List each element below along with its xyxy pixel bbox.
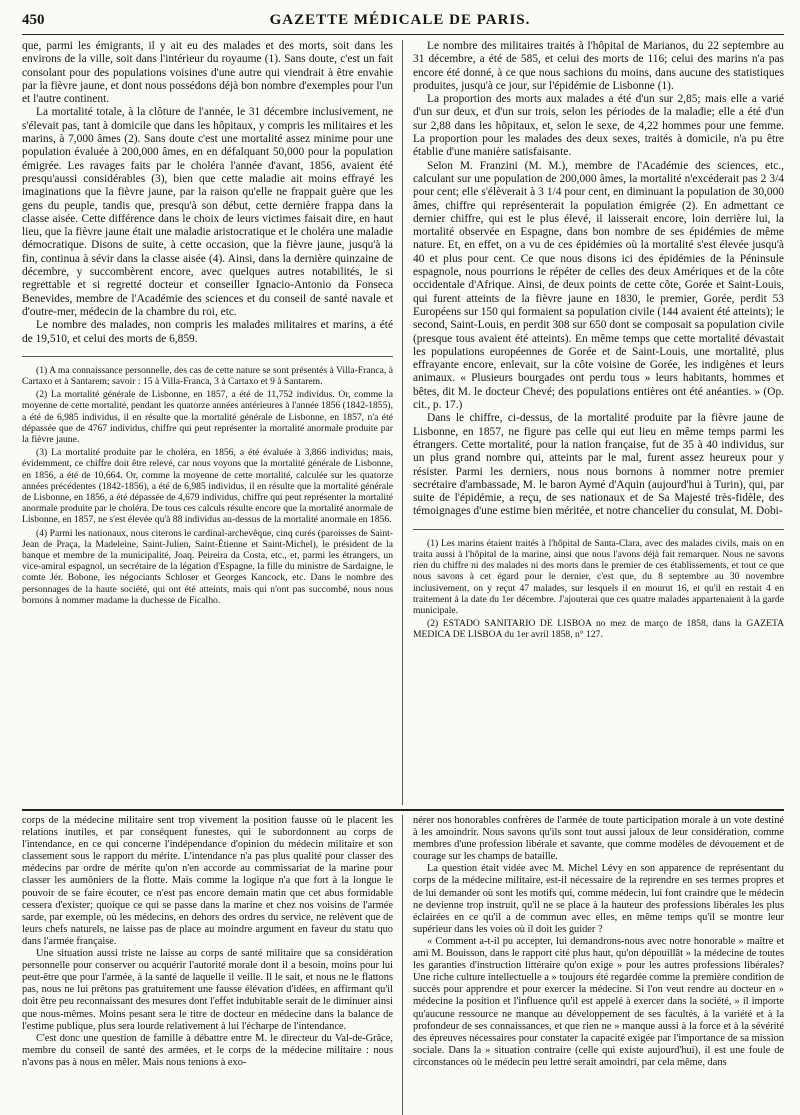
- article-paragraph: nérer nos honorables confrères de l'armée de toute participation morale à un vote destiné à les amoindrir. Nous savons qu'ils sont tout aussi jaloux de leur considération, comme membres d'une profession libérale et savante, que comme modèles de dévouement et de courage sur les champs de bataille.: [413, 815, 784, 863]
- footnotes: [413, 529, 784, 641]
- article-paragraph: Dans le chiffre, ci-dessus, de la mortalité produite par la fièvre jaune de Lisbonne, en 1857, ne figure pas celle qui eut lieu en même temps parmi les étrangers. Cette mortalité, pour la nation française, fut de 35 à 40 individus, sur un plus grand nombre qui, atteints par le mal, furent assez heureux pour y résister. Parmi les derniers, nous nous bornons à nommer notre premier secrétaire d'ambassade, M. le baron Aymé d'Aquin (aujourd'hui à Turin), qui, par suite de l'épidémie, a reçu, de ses nationaux et de Sa Majesté très-fidèle, des témoignages d'une estime bien méritée, et notre chancelier du consulat, M. Dobi-: [413, 412, 784, 518]
- bottom-left-column: [22, 815, 403, 1115]
- upper-article: [22, 40, 784, 805]
- article-paragraph: corps de la médecine militaire sent trop vivement la position fausse où le placent les relations inutiles, et par conséquent funestes, qui le subordonnent au corps de l'intendance, en ce qui concerne l'indépendance d'opinion du médecin militaire et son classement sous le rapport du mérite. L'intendance n'a pas plus qualité pour classer des médecins par ordre de mérite qu'on n'en accorde au commissariat de la marine pour classer les aumôniers de la flotte. Mais comme la logique n'a que fort à la longue le pouvoir de se faire écouter, ce n'est pas encore demain matin que cet abus formidable cessera d'exister; quoique ce qui se passe dans la marine et chez nos voisins de l'armée sarde, par exemple, où les médecins, en dehors des ordres du service, ne relèvent que de leurs chefs naturels, ne laisse pas de place au moindre argument en faveur du statu quo dans l'armée française.: [22, 815, 393, 947]
- left-column: [22, 40, 403, 805]
- article-paragraph: La question était vidée avec M. Michel Lévy en son apparence de représentant du corps de la médecine militaire, est-il nécessaire de la reprendre en ses termes propres et de lui demander où sont les motifs qui, comme médecin, lui font craindre que le médecin ne devienne trop instruit, qu'il ne se place à la hauteur des professions libérales les plus éclairées en ce qu'il a de commun avec elles, en même temps qu'il se montre leur supérieur dans les voies où il doit les guider ?: [413, 863, 784, 935]
- section-divider: [22, 809, 784, 811]
- article-paragraph: « Comment a-t-il pu accepter, lui demandrons-nous avec notre honorable » maître et ami M. Bouisson, dans le rapport cité plus haut, qu'on dépouillât » la médecine de toutes les garanties d'instruction littéraire qu'on exige » pour les autres professions libérales? Une riche culture intellectuelle a » toujours été regardée comme la première condition de succès pour apprendre et pour exercer la médecine. Si l'on veut rendre au docteur en » médecine la position et l'influence qu'il est appelé à exercer dans la société, » il importe qu'aucune ressource ne manque au développement de ses facultés, à la variété et à la profondeur de ses connaissances, et que rien ne » manque aussi à la force et à la sévérité des épreuves nécessaires pour constater la capacité exigée par l'importance de sa mission sociale. Dans la » situation contraire (celle qui existe aujourd'hui), il est une foule de circonstances où le médecin peu lettré serait amoindri, par cela même, dans: [413, 935, 784, 1068]
- article-paragraph: que, parmi les émigrants, il y ait eu des malades et des morts, soit dans les environs de la ville, soit dans l'intérieur du royaume (1). Sans doute, c'est un fait consolant pour des populations voisines d'une autre qui viendrait à être envahie par la fièvre jaune, et dont nous possédons déjà bon nombre d'exemples pour l'un et l'autre continent.: [22, 40, 393, 106]
- footnote: (2) ESTADO SANITARIO DE LISBOA no mez de março de 1858, dans la GAZETA MEDICA DE LISBOA du 1er avril 1858, n° 127.: [413, 618, 784, 641]
- article-paragraph: C'est donc une question de famille à débattre entre M. le directeur du Val-de-Grâce, membre du conseil de santé des armées, et le corps de la médecine militaire : nous n'avons pas à nous en mêler. Mais nous tenions à exo-: [22, 1032, 393, 1068]
- footnotes: [22, 356, 393, 606]
- bottom-right-column: [413, 815, 784, 1115]
- article-paragraph: Le nombre des malades, non compris les malades militaires et marins, a été de 19,510, et celui des morts de 6,859.: [22, 319, 393, 345]
- journal-title: GAZETTE MÉDICALE DE PARIS.: [269, 12, 531, 28]
- page-number: 450: [22, 12, 45, 28]
- footnote: (2) La mortalité générale de Lisbonne, en 1857, a été de 11,752 individus. Or, comme la moyenne de cette mortalité, pendant les quatorze années antérieures à l'année 1856 (1842-1855), a été de 6,985 individus, il en résulte que la mortalité générale de Lisbonne, en 1857, n'a été dépassée que de 4767 individus, chiffre qui peut représenter la mortalité anormale produite par la fièvre jaune.: [22, 389, 393, 446]
- footnote: (4) Parmi les nationaux, nous citerons le cardinal-archevêque, cinq curés (paroisses de Saint-Jean de Praça, la Madeleine, Saint-Julien, Saint-Étienne et Saint-Michel), le président de la banque et membre de la municipalité, Joaq. Peireira da Costa, etc., et, parmi les étrangers, un vice-amiral espagnol, un secrétaire de la légation d'Espagne, la fille du ministre de Sardaigne, le comte Jér. Bobone, les négociants Schloser et Georges Kancock, etc. Dans le nombre des personnages de la haute société, qui ont été atteints, mais qui n'ont pas succombé, nous nous bornons à nommer madame la duchesse de Ficalho.: [22, 527, 393, 606]
- footnote: (3) La mortalité produite par le choléra, en 1856, a été évaluée à 3,866 individus; mais, évidemment, ce chiffre doit être relevé, car nous voyons que la mortalité générale de Lisbonne, en 1856, a été de 10,664. Or, comme la moyenne de cette mortalité, calculée sur les quatorze années précédentes (1842-1856), a été de 6,985 individus, il en résulte que la mortalité générale de Lisbonne, en 1856, a été dépassée de 4,679 individus, chiffre qui peut représenter la mortalité anormale produite par le choléra. De tous ces calculs résulte encore que la mortalité anormale de Lisbonne, en 1857, ne s'est élevée qu'à 88 individus au-dessus de la mortalité anormale en 1856.: [22, 447, 393, 526]
- article-paragraph: La proportion des morts aux malades a été d'un sur 2,85; mais elle a varié d'un sur deux, et d'un sur trois, selon les périodes de la maladie; elle a été d'un sur 2,88 dans les hôpitaux, et, selon le sexe, de 4,22 hommes pour une femme. La proportion pour les malades des deux sexes, traités à domicile, n'a pu être établie d'une manière satisfaisante.: [413, 93, 784, 159]
- footnote: (1) Les marins étaient traités à l'hôpital de Santa-Clara, avec des malades civils, mais on en traita aussi à l'hôpital de la marine, ainsi que nous l'avons déjà fait remarquer. Nous ne savons rien du chiffre ni des malades ni des morts dans le premier de ces établissements, et tout ce que nous savons à cet égard pour le dernier, c'est que, du 8 septembre au 30 novembre inclusivement, on y reçut 47 malades, sur lesquels il en mourut 16, et qu'il en restait 4 en traitement à la date du 1er décembre. J'ajouterai que ces quatre malades appartenaient à la garde municipale.: [413, 537, 784, 616]
- article-paragraph: Selon M. Franzini (M. M.), membre de l'Académie des sciences, etc., calculant sur une population de 200,000 âmes, la mortalité n'excéderait pas 2 3/4 pour cent; elle s'élèverait à 3 1/4 pour cent, en diminuant la population de 30,000 âmes, chiffre qui représenterait la population émigrée (2). En admettant ce dernier chiffre, qui est le plus élevé, il laisserait encore, loin derrière lui, la mortalité observée en Espagne, dans bon nombre de ses épidémies de même nature. Et, en effet, on a vu de ces épidémies où la mortalité s'est élevée jusqu'à 40 et plus pour cent. Ce que nous disons ici des épidémies de la Péninsule espagnole, nous pourrions le répéter de celles des deux Amériques et de la côte occidentale d'Afrique. Ainsi, de deux points de cette côte, Gorée et Saint-Louis, qui furent atteints de la fièvre jaune en 1830, le premier, Gorée, perdit 53 Européens sur 150 qui formaient sa population civile (144 avaient été atteints); le second, Saint-Louis, en perdit 308 sur 650 dont se composait sa population civile (presque tous avaient été atteints). En même temps que cette mortalité dévastait les populations européennes de Gorée et de Saint-Louis, une mortalité, plus effrayante encore, enlevait, sur la côte voisine de Gorée, les indigènes et leurs animaux. « Plusieurs bourgades ont perdu tous » leurs habitants, hommes et bêtes, dit M. le docteur Chevé; des populations entières ont été anéanties. » (Op. cit., p. 17.): [413, 159, 784, 412]
- article-paragraph: La mortalité totale, à la clôture de l'année, le 31 décembre inclusivement, ne s'élevait pas, tant à domicile que dans les hôpitaux, y compris les militaires et les marins, à 7,000 âmes (2). Sans doute c'est une mortalité assez minime pour une population évaluée à 200,000 âmes, en en défalquant 50,000 pour la population émigrée. Les ravages faits par le choléra l'année d'avant, 1856, avaient été presqu'aussi considérables (3), bien que cette maladie ait moins effrayé les imaginations que la fièvre jaune, par la raison qu'elle ne frappait guère que les gens du peuple, tandis que, presqu'à son début, cette dernière frappa dans la classe aisée. Cette différence dans le choix de leurs victimes faisait dire, en haut lieu, que la fièvre jaune était une maladie aristocratique et le choléra une maladie démocratique. Disons de suite, à cette occasion, que la fièvre jaune, jusqu'à la fin, continua à sévir dans la classe aisée (4). Ainsi, dans la dernière quinzaine de décembre, y succombèrent encore, avec quelques autres notabilités, le si regrettable et si regretté docteur et conseiller Ignacio-Antonio da Fonseca Benevides, membre de l'Académie des sciences et du conseil de santé navale et d'outre-mer, médecin de la chambre du roi, etc.: [22, 106, 393, 318]
- article-paragraph: Le nombre des militaires traités à l'hôpital de Marianos, du 22 septembre au 31 décembre, a été de 585, et celui des morts de 116; celui des marins n'a pas encore été donné, à ce que nous sachions du moins, dans aucune des statistiques produites, jusqu'à ce jour, sur l'épidémie de Lisbonne (1).: [413, 40, 784, 92]
- article-paragraph: Une situation aussi triste ne laisse au corps de santé militaire que sa considération personnelle pour conserver ou acquérir l'autorité morale dont il a besoin, moins pour lui peut-être que pour l'armée, à la santé de laquelle il veille. Il le sait, et nous ne le flattons pas, nous ne lui prêtons pas gratuitement une fausse élévation d'idées, en affirmant qu'il doit être peu reconnaissant des mesures dont l'effet indubitable serait de le diminuer ainsi que nous-mêmes. Moins pesant sera le titre de docteur en médecine dans la balance de l'estime publique, plus sera lourde relativement à lui l'écharpe de l'intendance.: [22, 948, 393, 1032]
- footnote: (1) A ma connaissance personnelle, des cas de cette nature se sont présentés à Villa-Franca, à Cartaxo et à Santarem; savoir : 15 à Villa-Franca, 3 à Cartaxo et 9 à Santarem.: [22, 364, 393, 388]
- lower-article: [22, 815, 784, 1115]
- right-column: [413, 40, 784, 805]
